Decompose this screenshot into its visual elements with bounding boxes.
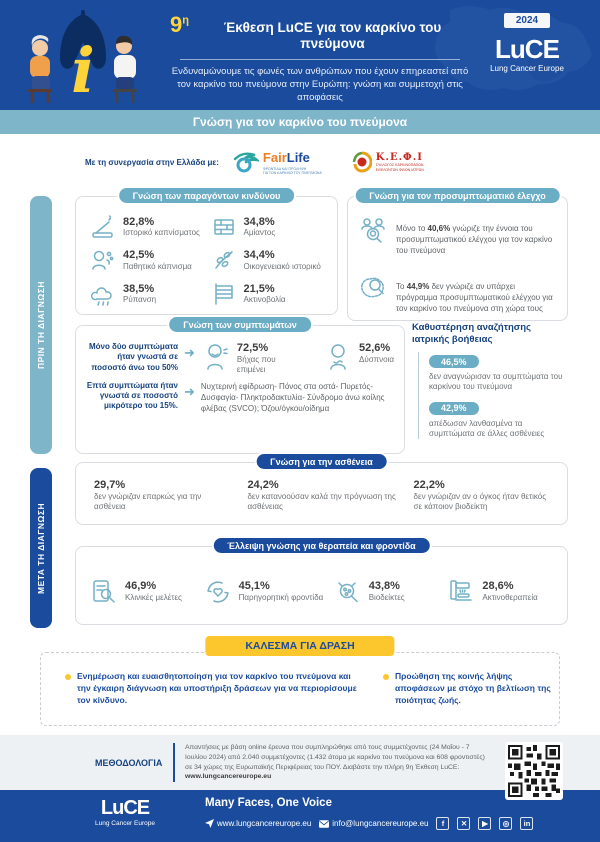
facebook-icon[interactable]: f [436, 817, 449, 830]
header-divider [180, 59, 460, 60]
screening-item [358, 215, 557, 265]
stat-item: 22,2% δεν γνώριζαν αν ο όγκος ήταν θετικός σε κάποιον βιοδείκτη [413, 479, 547, 511]
symptoms-box [75, 319, 405, 454]
report-number: $9^\eta$ [170, 12, 189, 37]
risk-factors-box [75, 190, 338, 315]
instagram-icon[interactable]: ◎ [499, 817, 512, 830]
qr-code [505, 742, 563, 800]
dyspnea-icon [323, 342, 353, 372]
stat-item: 28,6% Ακτινοθεραπεία [447, 578, 557, 606]
cigarette-icon [90, 214, 116, 240]
youtube-icon[interactable]: ▶ [478, 817, 491, 830]
section-banner: Γνώση για τον καρκίνο του πνεύμονα [0, 110, 600, 134]
family-history-icon [211, 247, 237, 273]
email-link[interactable]: info@lungcancereurope.eu [319, 819, 428, 828]
biomarkers-icon [334, 578, 362, 606]
radiation-icon [211, 281, 237, 307]
header-logo-block [472, 10, 582, 73]
stat-item: 34,4% Οικογενειακό ιστορικό [211, 247, 328, 273]
website-link[interactable]: www.lungcancereurope.eu [205, 819, 311, 828]
symptoms-note-top: Μόνο δύο συμπτώματα ήταν γνωστά σε ποσοστό άνω του 50% [88, 342, 178, 372]
screening-map-icon [358, 273, 388, 303]
passive-smoking-icon [90, 247, 116, 273]
stat-item: 52,6% Δύσπνοια [358, 342, 394, 364]
envelope-icon [319, 820, 329, 828]
delay-percent-badge: 42,9% [429, 402, 479, 415]
minor-symptoms-list: Νυχτερινή εφίδρωση- Πόνος στα οστά- Πυρετός- Δυσφαγία- Πληκτροδακτυλία- Σύνδρομο άνω κοίλης φλέβας (SVCO); Όζου/όγκου/οίδημα [200, 381, 385, 414]
stat-item: 24,2% δεν κατανοούσαν καλά την πρόγνωση της ασθένειας [247, 479, 396, 511]
luce-logo-subtext: Lung Cancer Europe [490, 64, 564, 73]
screening-text: Το 44,9% δεν γνώριζε αν υπάρχει πρόγραμμα προσυμπτωματικού ελέγχου για τον καρκίνο του πνεύμονα στη χώρα τους [396, 281, 553, 313]
stat-item: 34,8% Αμίαντος [211, 214, 328, 240]
kefi-spiral-icon [352, 151, 372, 173]
screening-item [358, 273, 557, 323]
stat-item: 21,5% Ακτινοβολία [211, 281, 328, 307]
methodology-link[interactable]: www.lungcancereurope.eu [185, 773, 272, 781]
x-icon[interactable]: ✕ [457, 817, 470, 830]
footer-tagline: Many Faces, One Voice [205, 797, 332, 809]
footer-luce-logo: LuCE Lung Cancer Europe [95, 797, 155, 827]
stat-item: 82,8% Ιστορικό καπνίσματος [90, 214, 207, 240]
symptoms-note-bottom: Επτά συμπτώματα ήταν γνωστά σε ποσοστό μικρότερο του 15%. [86, 380, 178, 411]
fairlife-swirl-icon [233, 151, 259, 173]
methodology-text: Απαντήσεις με βάση online έρευνα που συμπληρώθηκε από τους συμμετέχοντες (24 Μαΐου - 7 Ιουλίου 2024) από 2.040 συμμετέχοντες (1.432 άτομα με καρκίνο του πνεύμονα και 608 φροντιστές) σε 34 χώρες της Ευρωπαϊκής Περιφέρειας του ΠΟΥ. Διαβάστε την πλήρη 9η Έκθεση LuCE: www.lungcancereurope.eu [173, 743, 485, 782]
report-title: Έκθεση LuCE για τον καρκίνο του πνεύμονα [223, 20, 442, 52]
disease-title: Γνώση για την ασθένεια [256, 454, 387, 469]
fairlife-tagline: ΦΡΟΝΤΙΔΑ ΚΑΙ ΠΡΟΛΗΨΗ ΓΙΑ ΤΟΝ ΚΑΡΚΙΝΟ ΤΟΥ ΠΝΕΥΜΟΝΑ [262, 166, 322, 175]
linkedin-icon[interactable]: in [520, 817, 533, 830]
treatment-title: Έλλειψη γνώσης για θεραπεία και φροντίδα [213, 538, 429, 553]
radiotherapy-icon [447, 578, 475, 606]
fairlife-logo: FairLife ΦΡΟΝΤΙΔΑ ΚΑΙ ΠΡΟΛΗΨΗ ΓΙΑ ΤΟΝ ΚΑΡΚΙΝΟ ΤΟΥ ΠΝΕΥΜΟΝΑ [233, 149, 322, 175]
kefi-tagline: ΣΥΛΛΟΓΟΣ ΚΑΡΚΙΝΟΠΑΘΩΝ ΕΘΕΛΟΝΤΩΝ ΦΙΛΩΝ ΙΑΤΡΩΝ [375, 163, 424, 172]
paper-plane-icon [205, 819, 214, 828]
stage-tab-before-diagnosis: ΠΡΙΝ ΤΗ ΔΙΑΓΝΩΣΗ [30, 196, 52, 454]
arrow-right-icon: ➜ [184, 383, 195, 399]
delay-title: Καθυστέρηση αναζήτησης ιατρικής βοήθειας [412, 322, 531, 345]
screening-box [347, 190, 568, 321]
bullet-dot-icon [65, 674, 71, 680]
cta-bullet: Ενημέρωση και ευαισθητοποίηση για τον καρκίνο του πνεύμονα και την έγκαιρη διάγνωση και υποστήριξη δράσεων για να περιορίσουμε τον κίνδυνο. [65, 671, 365, 707]
pollution-icon [90, 281, 116, 307]
stat-item: 42,5% Παθητικό κάπνισμα [90, 247, 207, 273]
stat-item: 46,9% Κλινικές μελέτες [90, 578, 200, 606]
report-subtitle: Ενδυναμώνουμε τις φωνές των ανθρώπων που έχουν επηρεαστεί από τον καρκίνο του πνεύμονα στην Ευρώπη: γνώση και συμμετοχή στις αποφάσεις [171, 66, 469, 103]
stat-item: 38,5% Ρύπανση [90, 281, 207, 307]
methodology-label: ΜΕΘΟΔΟΛΟΓΙΑ [95, 757, 163, 768]
partners-row [0, 138, 600, 186]
arrow-right-icon: ➜ [184, 345, 195, 360]
delay-block [412, 322, 570, 456]
screening-title: Γνώση για τον προσυμπτωματικό έλεγχο [355, 188, 560, 203]
call-to-action-banner: ΚΑΛΕΣΜΑ ΓΙΑ ΔΡΑΣΗ [205, 636, 394, 656]
screening-text: Μόνο το 40,6% γνώριζε την έννοια του προσυμπτωματικού ελέγχου για τον καρκίνο του πνεύμονα [396, 224, 553, 256]
delay-text: δεν αναγνώρισαν τα συμπτώματα του καρκίνου του πνεύμονα [429, 372, 563, 392]
stat-item: 45,1% Παρηγορητική φροντίδα [204, 578, 330, 606]
consultation-illustration [18, 6, 148, 106]
cta-bullet: Προώθηση της κοινής λήψης αποφάσεων με στόχο τη βελτίωση της ποιότητας ζωής. [383, 671, 553, 707]
cough-icon [201, 342, 231, 372]
header-title-block [170, 14, 470, 105]
year-badge: 2024 [504, 13, 550, 28]
disease-knowledge-box [75, 456, 568, 525]
stat-item: 29,7% δεν γνώριζαν επαρκώς για την ασθένεια [94, 479, 202, 511]
call-to-action-box [40, 652, 560, 726]
palliative-care-icon [204, 578, 232, 606]
bullet-dot-icon [383, 674, 389, 680]
header [0, 0, 600, 110]
asbestos-icon [211, 214, 237, 240]
clinical-trials-icon [90, 578, 118, 606]
stat-item: 72,5% Βήχας που επιμένει [236, 342, 276, 374]
delay-percent-badge: 46,5% [429, 355, 479, 368]
treatment-knowledge-box [75, 540, 568, 625]
screening-people-icon [358, 215, 388, 245]
kefi-logo: Κ.Ε.Φ.Ι ΣΥΛΛΟΓΟΣ ΚΑΡΚΙΝΟΠΑΘΩΝ ΕΘΕΛΟΝΤΩΝ ΦΙΛΩΝ ΙΑΤΡΩΝ [352, 151, 424, 173]
stat-item: 43,8% Βιοδείκτες [334, 578, 444, 606]
partners-label: Με τη συνεργασία στην Ελλάδα με: [85, 157, 219, 167]
luce-logo: LuCE [495, 34, 559, 64]
risk-factors-title: Γνώση των παραγόντων κινδύνου [119, 188, 295, 203]
svg-text:i: i [71, 34, 95, 106]
symptoms-title: Γνώση των συμπτωμάτων [169, 317, 311, 332]
delay-text: απέδωσαν λανθασμένα τα συμπτώματα σε άλλες ασθένειες [429, 418, 545, 438]
stage-tab-after-diagnosis: ΜΕΤΑ ΤΗ ΔΙΑΓΝΩΣΗ [30, 468, 52, 628]
